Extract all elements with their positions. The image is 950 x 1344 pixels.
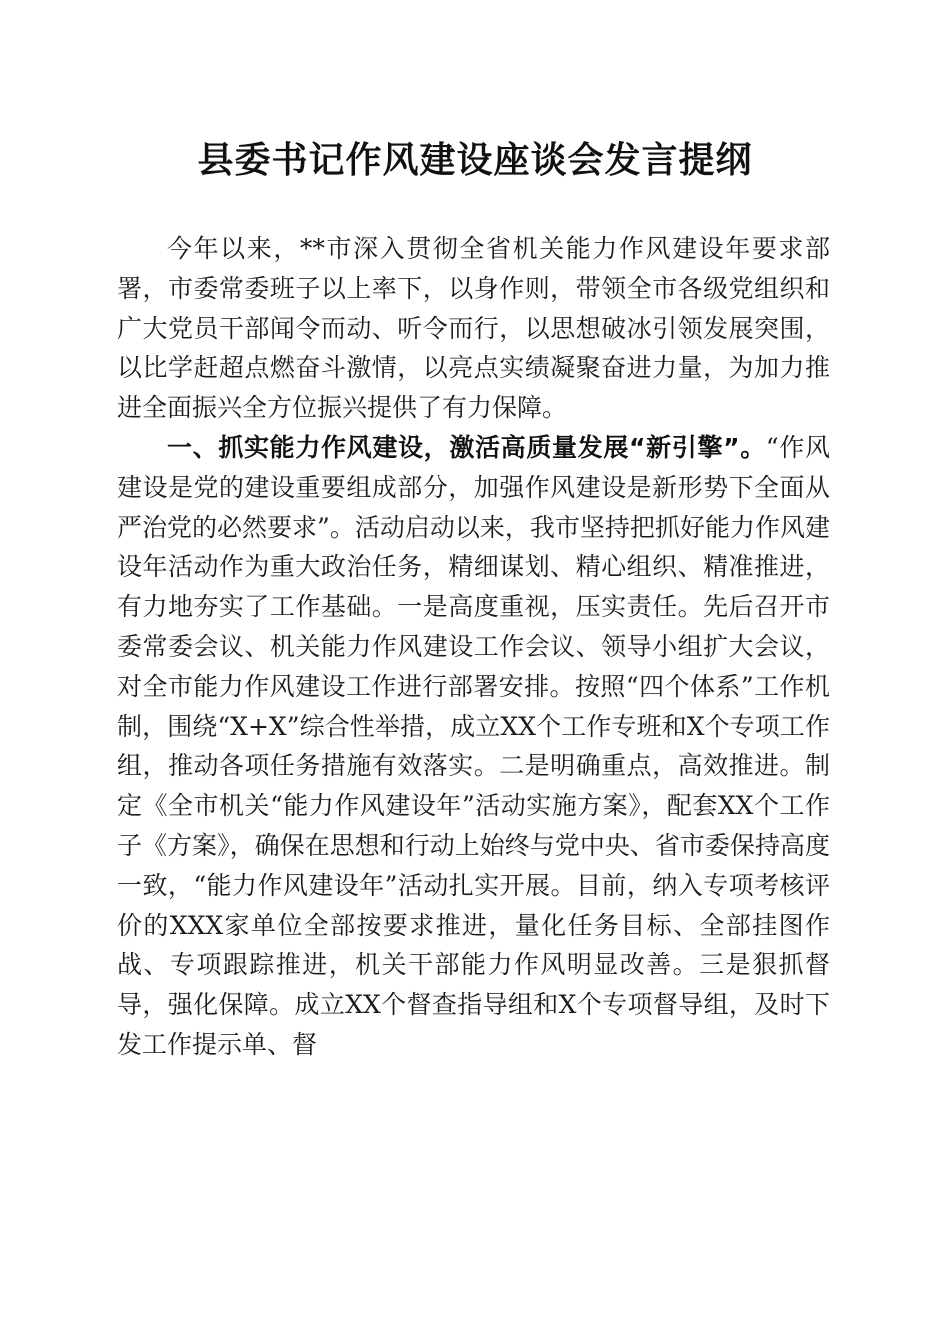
section-1-body: “作风建设是党的建设重要组成部分，加强作风建设是新形势下全面从严治党的必然要求”。活动启动以来，我市坚持把抓好能力作风建设年活动作为重大政治任务，精细谋划、精心组织、精准推进，有力地夯实了工作基础。一是高度重视，压实责任。先后召开市委常委会议、机关能力作风建设工作会议、领导小组扩大会议，对全市能力作风建设工作进行部署安排。按照“四个体系”工作机制，围绕“X+X”综合性举措，成立XX个工作专班和X个专项工作组，推动各项任务措施有效落实。二是明确重点，高效推进。制定《全市机关“能力作风建设年”活动实施方案》，配套XX个工作子《方案》，确保在思想和行动上始终与党中央、省市委保持高度一致，“能力作风建设年”活动扎实开展。目前，纳入专项考核评价的XXX家单位全部按要求推进，量化任务目标、全部挂图作战、专项跟踪推进，机关干部能力作风明显改善。三是狠抓督导，强化保障。成立XX个督查指导组和X个专项督导组，及时下发工作提示单、督 [117, 432, 830, 1059]
document-title: 县委书记作风建设座谈会发言提纲 [197, 139, 753, 181]
document-body [117, 229, 830, 1065]
section-1-heading: 一、抓实能力作风建设，激活高质量发展“新引擎”。 [167, 432, 766, 462]
intro-paragraph: 今年以来，**市深入贯彻全省机关能力作风建设年要求部署，市委常委班子以上率下，以身作则，带领全市各级党组织和广大党员干部闻令而动、听令而行，以思想破冰引领发展突围，以比学赶超点燃奋斗激情，以亮点实绩凝聚奋进力量，为加力推进全面振兴全方位振兴提供了有力保障。 [117, 234, 830, 423]
section-1-paragraph [117, 428, 830, 1065]
